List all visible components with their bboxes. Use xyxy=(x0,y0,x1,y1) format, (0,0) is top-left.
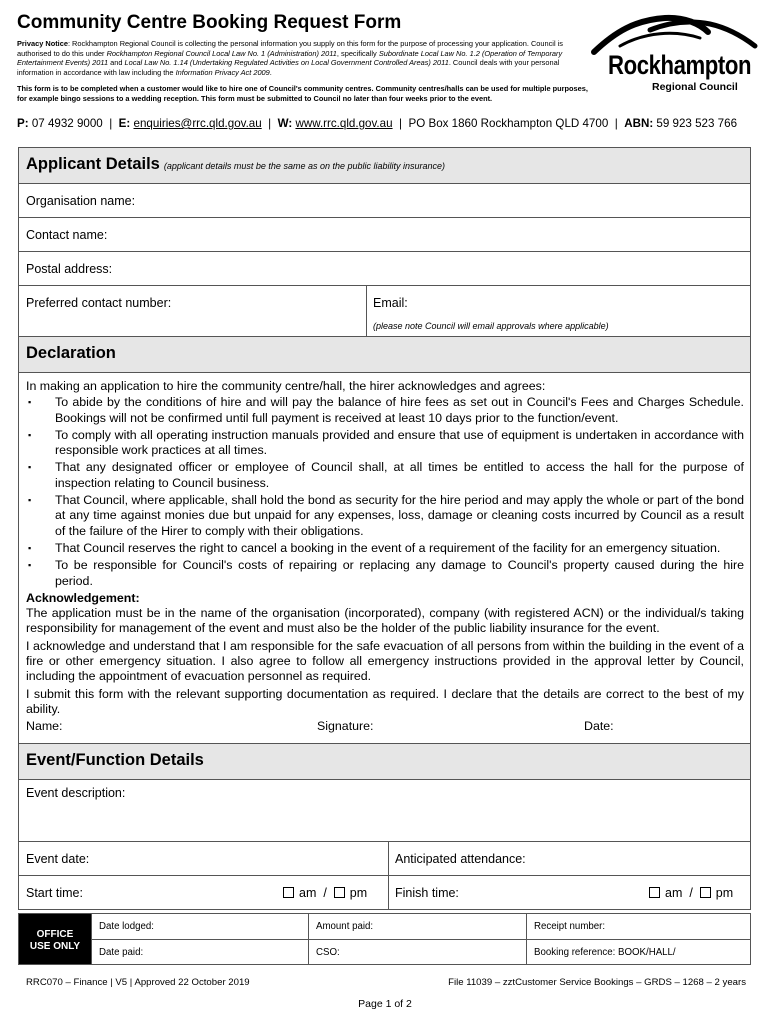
acknowledgement-heading: Acknowledgement: xyxy=(26,590,140,605)
organisation-label: Organisation name: xyxy=(26,194,136,208)
footer-right: File 11039 – zztCustomer Service Bookings – GRDS – 1268 – 2 years xyxy=(448,977,746,988)
finish-time-ampm: am / pm xyxy=(649,886,733,900)
postal-address-field[interactable] xyxy=(19,252,750,286)
postal-address-label: Postal address: xyxy=(26,262,113,276)
acknowledgement-paragraph: I submit this form with the relevant supporting documentation as required. I declare that the details are correct to the best of my ability. xyxy=(26,686,744,716)
declaration-heading: Declaration xyxy=(26,344,116,362)
amount-paid-cell: Amount paid: xyxy=(308,914,526,939)
acknowledgement-paragraph: I acknowledge and understand that I am responsible for the safe evacuation of all persons from within the building in the event of a fire or other emergency situation. I also agree to follow all emergency instructions provided in the approval letter by Council, including the appointment of evacuation personnel as required. xyxy=(26,638,744,684)
applicant-note: (applicant details must be the same as on the public liability insurance) xyxy=(163,161,446,171)
contact-name-field[interactable] xyxy=(19,218,750,252)
purpose-statement: This form is to be completed when a customer would like to hire one of Council's community centres. Community centres/halls can be used for multiple purposes, for example bingo sessions to a wedding reception. This form must be submitted to Council no later than four weeks prior to the event. xyxy=(17,84,588,103)
finish-time-field[interactable] xyxy=(388,876,638,909)
declaration-section-header xyxy=(19,337,750,373)
attendance-label: Anticipated attendance: xyxy=(395,852,526,866)
finish-pm-checkbox[interactable] xyxy=(700,887,711,898)
page-number: Page 1 of 2 xyxy=(358,998,412,1010)
declaration-intro: In making an application to hire the community centre/hall, the hirer acknowledges and agrees: xyxy=(26,379,546,393)
time-row xyxy=(19,876,750,909)
date-paid-cell: Date paid: xyxy=(91,940,308,965)
list-item: ▪ That any designated officer or employee of Council shall, at all times be entitled to access the hall for the purpose of inspection relating to Council business. xyxy=(26,460,744,491)
event-date-label: Event date: xyxy=(26,852,90,866)
event-description-label: Event description: xyxy=(26,786,126,800)
list-item: ▪ To abide by the conditions of hire and will pay the balance of hire fees as set out in Council's Fees and Charges Schedule. Bookings will not be confirmed until full payment is received at least 10 days prior to the function/event. xyxy=(26,395,744,426)
email-note: (please note Council will email approvals where applicable) xyxy=(373,321,609,331)
list-item: ▪ To comply with all operating instruction manuals provided and ensure that use of equipment is undertaken in accordance with responsible work practices at all times. xyxy=(26,428,744,459)
declaration-list xyxy=(26,395,744,589)
phone-field[interactable] xyxy=(19,286,366,336)
finish-time-label: Finish time: xyxy=(395,886,459,900)
organisation-field[interactable] xyxy=(19,184,750,218)
event-section-header xyxy=(19,744,750,780)
booking-reference-cell: Booking reference: BOOK/HALL/ xyxy=(526,940,750,965)
contact-name-label: Contact name: xyxy=(26,228,108,242)
office-use-table xyxy=(18,913,751,965)
abn-number: 59 923 523 766 xyxy=(656,117,738,130)
signature-row xyxy=(26,719,746,735)
email-link[interactable]: enquiries@rrc.qld.gov.au xyxy=(133,117,262,130)
list-item: ▪ That Council reserves the right to cancel a booking in the event of a requirement of the facility for an emergency situation. xyxy=(26,541,744,556)
start-time-ampm: am / pm xyxy=(283,886,367,900)
logo-wordmark: Rockhampton xyxy=(608,50,752,80)
date-lodged-cell: Date lodged: xyxy=(91,914,308,939)
applicant-heading: Applicant Details xyxy=(26,155,160,173)
phone-label: Preferred contact number: xyxy=(26,296,172,310)
start-am-checkbox[interactable] xyxy=(283,887,294,898)
page-title: Community Centre Booking Request Form xyxy=(17,12,402,33)
booking-form xyxy=(18,147,751,910)
council-logo xyxy=(590,12,760,92)
receipt-number-cell: Receipt number: xyxy=(526,914,750,939)
declaration-body xyxy=(19,373,750,744)
email-label: Email: xyxy=(373,296,408,310)
logo-subtitle: Regional Council xyxy=(652,81,738,93)
list-item: ▪ That Council, where applicable, shall hold the bond as security for the hire period and may apply the whole or part of the bond at any time against monies due but unpaid for any expenses, loss, damage or cleaning costs incurred by Council as a result of the failure of the Hirer to comply with their obligations. xyxy=(26,493,744,539)
cso-cell: CSO: xyxy=(308,940,526,965)
attendance-field[interactable] xyxy=(388,842,750,875)
event-date-field[interactable] xyxy=(19,842,388,875)
footer-left: RRC070 – Finance | V5 | Approved 22 October 2019 xyxy=(26,977,250,988)
contact-line: P: 07 4932 9000 | E: enquiries@rrc.qld.gov.au | W: www.rrc.qld.gov.au | PO Box 1860 Rockhampton QLD 4700 | ABN: 59 923 523 766 xyxy=(17,117,738,130)
website-link[interactable]: www.rrc.qld.gov.au xyxy=(295,117,393,130)
list-item: ▪ To be responsible for Council's costs of repairing or replacing any damage to Council's property caused during the hire period. xyxy=(26,558,744,589)
name-field[interactable]: Name: xyxy=(26,719,63,733)
finish-am-checkbox[interactable] xyxy=(649,887,660,898)
event-heading: Event/Function Details xyxy=(26,751,204,769)
privacy-notice: Privacy Notice: Rockhampton Regional Council is collecting the personal information you supply on this form for the purpose of processing your application. Council is authorised to do this under Rockhampton Regional Council Local Law No. 1 (Administration) 2011, specifically Subordinate Local Law No. 1.2 (Operation of Temporary Entertainment Events) 2011 and Local Law No. 1.14 (Undertaking Regulated Activities on Local Government Controlled Areas) 2011. Council deals with your personal information in accordance with law including the Information Privacy Act 2009. xyxy=(17,39,563,77)
start-time-label: Start time: xyxy=(26,886,83,900)
event-description-field[interactable] xyxy=(19,780,750,842)
start-pm-checkbox[interactable] xyxy=(334,887,345,898)
po-box: PO Box 1860 Rockhampton QLD 4700 xyxy=(408,117,609,130)
acknowledgement-paragraph: The application must be in the name of the organisation (incorporated), company (with registered ACN) or the individual/s taking responsibility for management of the event and must also be the holder of the public liability insurance for the event. xyxy=(26,606,744,636)
phone-email-row xyxy=(19,286,750,337)
signature-field[interactable]: Signature: xyxy=(317,719,374,733)
date-attendance-row xyxy=(19,842,750,876)
applicant-section-header xyxy=(19,148,750,184)
phone-number: 07 4932 9000 xyxy=(31,117,103,130)
date-field[interactable]: Date: xyxy=(584,719,614,733)
office-use-label: OFFICE USE ONLY xyxy=(19,914,91,964)
